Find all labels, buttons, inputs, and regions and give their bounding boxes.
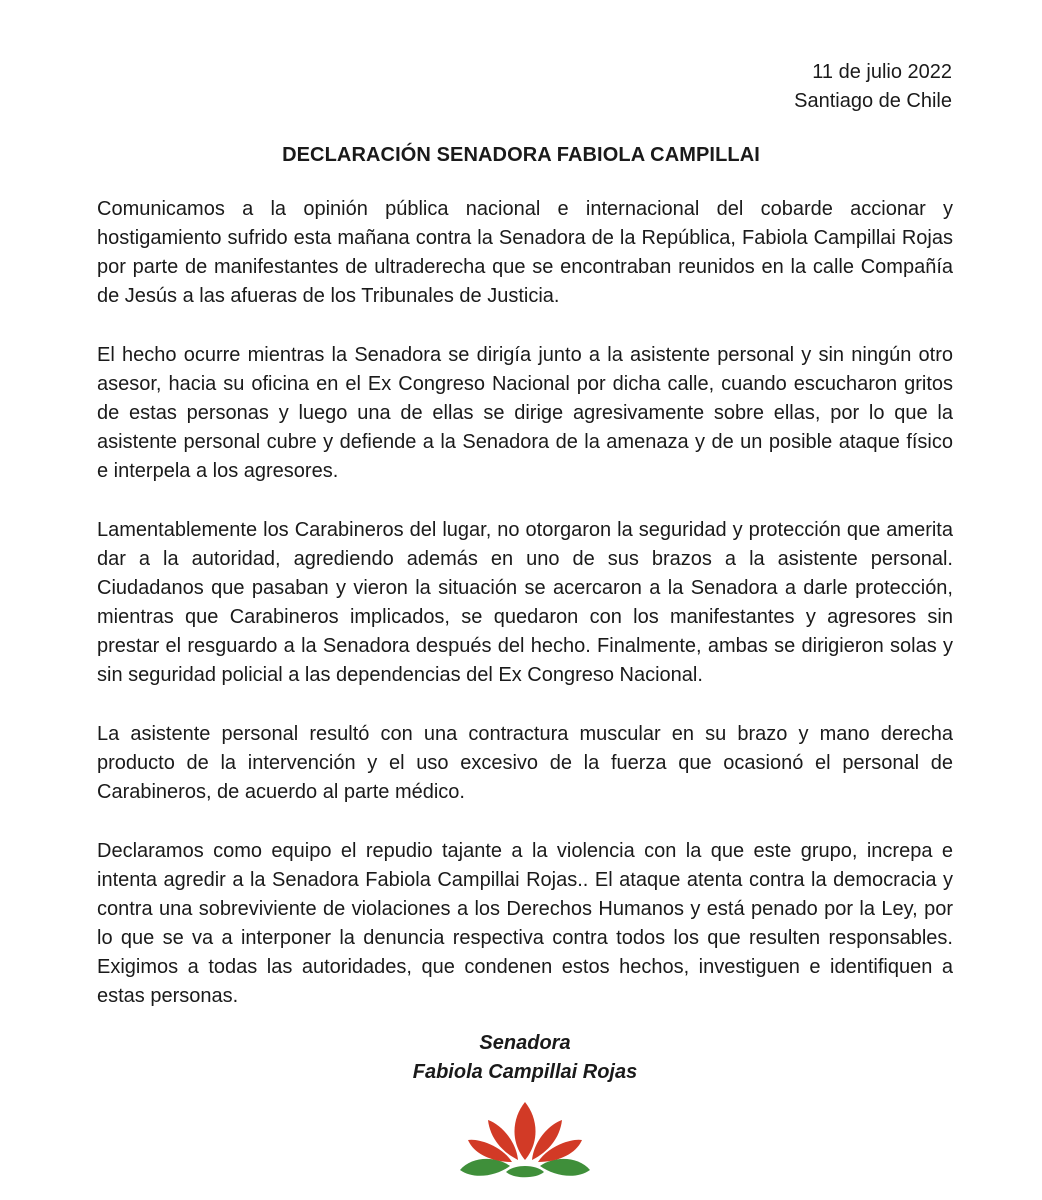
paragraph-4: La asistente personal resultó con una contractura muscular en su brazo y mano derecha producto de la intervención y el uso excesivo de la fuerza que ocasionó el personal de Carabineros, de acuerdo al parte médico.: [97, 723, 953, 803]
lotus-leaf-center: [506, 1166, 544, 1177]
document-date: 11 de julio 2022: [812, 61, 952, 83]
lotus-petal-center: [514, 1102, 535, 1160]
document-body: [97, 195, 953, 1041]
lotus-leaf-left: [460, 1159, 510, 1176]
lotus-flower-icon: [458, 1098, 592, 1180]
paragraph-1: Comunicamos a la opinión pública nacional e internacional del cobarde accionar y hostigamiento sufrido esta mañana contra la Senadora de la República, Fabiola Campillai Rojas por parte de manifestantes de ultraderecha que se encontraban reunidos en la calle Compañía de Jesús a las afueras de los Tribunales de Justicia.: [97, 198, 953, 307]
paragraph-2: El hecho ocurre mientras la Senadora se dirigía junto a la asistente personal y sin ningún otro asesor, hacia su oficina en el Ex Congreso Nacional por dicha calle, cuando escucharon gritos de estas personas y luego una de ellas se dirige agresivamente sobre ellas, por lo que la asistente personal cubre y defiende a la Senadora de la amenaza y de un posible ataque físico e interpela a los agresores.: [97, 344, 953, 482]
paragraph-3: Lamentablemente los Carabineros del lugar, no otorgaron la seguridad y protección que amerita dar a la autoridad, agrediendo además en uno de sus brazos a la asistente personal. Ciudadanos que pasaban y vieron la situación se acercaron a la Senadora a darle protección, mientras que Carabineros implicados, se quedaron con los manifestantes y agresores sin prestar el resguardo a la Senadora después del hecho. Finalmente, ambas se dirigieron solas y sin seguridad policial a las dependencias del Ex Congreso Nacional.: [97, 519, 953, 686]
paragraph-5: Declaramos como equipo el repudio tajante a la violencia con la que este grupo, increpa e intenta agredir a la Senadora Fabiola Campillai Rojas.. El ataque atenta contra la democracia y contra una sobreviviente de violaciones a los Derechos Humanos y está penado por la Ley, por lo que se va a interponer la denuncia respectiva contra todos los que resulten responsables. Exigimos a todas las autoridades, que condenen estos hechos, investiguen e identifiquen a estas personas.: [97, 840, 953, 1007]
signature-title: Senadora: [479, 1032, 571, 1054]
document-title: DECLARACIÓN SENADORA FABIOLA CAMPILLAI: [282, 144, 760, 166]
lotus-leaf-right: [540, 1159, 590, 1176]
signature-block: [0, 1029, 1042, 1087]
document-location: Santiago de Chile: [794, 90, 952, 112]
signature-name: Fabiola Campillai Rojas: [412, 1061, 638, 1083]
date-location-block: [794, 58, 952, 116]
